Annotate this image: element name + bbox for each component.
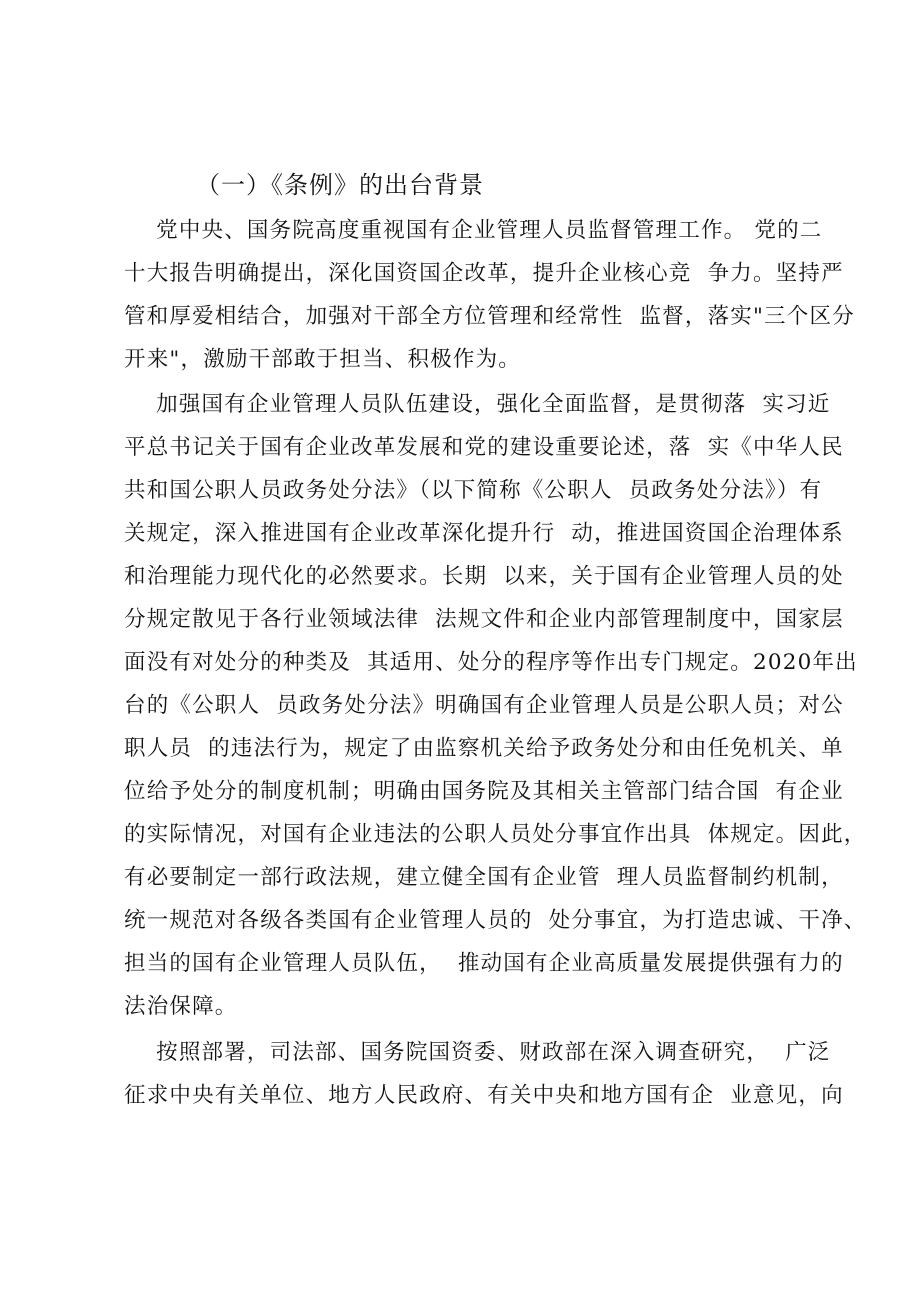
paragraph-line: 按照部署，司法部、国务院国资委、财政部在深入调查研究， 广泛 [124,1040,831,1065]
paragraph-line: 面没有对处分的种类及 其适用、处分的程序等作出专门规定。2020年出 [124,650,858,675]
paragraph-line: 党中央、国务院高度重视国有企业管理人员监督管理工作。 党的二 [124,218,823,243]
paragraph-line: 征求中央有关单位、地方人民政府、有关中央和地方国有企 业意见，向 [124,1083,844,1108]
paragraph-line: 位给予处分的制度机制；明确由国务院及其相关主管部门结合国 有企业 [124,779,844,804]
paragraph-line: 的实际情况，对国有企业违法的公职人员处分事宜作出具 体规定。因此， [124,822,867,847]
paragraph-line: 法治保障。 [124,994,238,1019]
paragraph-line: 有必要制定一部行政法规，建立健全国有企业管 理人员监督制约机制， [124,865,844,890]
section-heading: （一）《条例》的出台背景 [196,171,484,199]
paragraph-line: 平总书记关于国有企业改革发展和党的建设重要论述，落 实《中华人民 [124,435,844,460]
paragraph-line: 和治理能力现代化的必然要求。长期 以来，关于国有企业管理人员的处 [124,564,844,589]
paragraph-line: 管和厚爱相结合，加强对干部全方位管理和经常性 监督，落实"三个区分 [124,304,855,329]
paragraph-line: 担当的国有企业管理人员队伍， 推动国有企业高质量发展提供强有力的 [124,951,844,976]
paragraph-line: 统一规范对各级各类国有企业管理人员的 处分事宜，为打造忠诚、干净、 [124,908,867,933]
paragraph-line: 职人员 的违法行为，规定了由监察机关给予政务处分和由任免机关、单 [124,736,844,761]
paragraph-line: 加强国有企业管理人员队伍建设，强化全面监督，是贯彻落 实习近 [124,392,831,417]
paragraph-line: 共和国公职人员政务处分法》（以下简称《公职人 员政务处分法》）有 [124,478,823,503]
paragraph-line: 关规定，深入推进国有企业改革深化提升行 动，推进国资国企治理体系 [124,521,844,546]
paragraph-line: 台的《公职人 员政务处分法》明确国有企业管理人员是公职人员；对公 [124,693,844,718]
paragraph-line: 十大报告明确提出，深化国资国企改革，提升企业核心竞 争力。坚持严 [124,261,844,286]
paragraph-line: 分规定散见于各行业领域法律 法规文件和企业内部管理制度中，国家层 [124,607,844,632]
paragraph-line: 开来"，激励干部敢于担当、积极作为。 [124,347,521,372]
